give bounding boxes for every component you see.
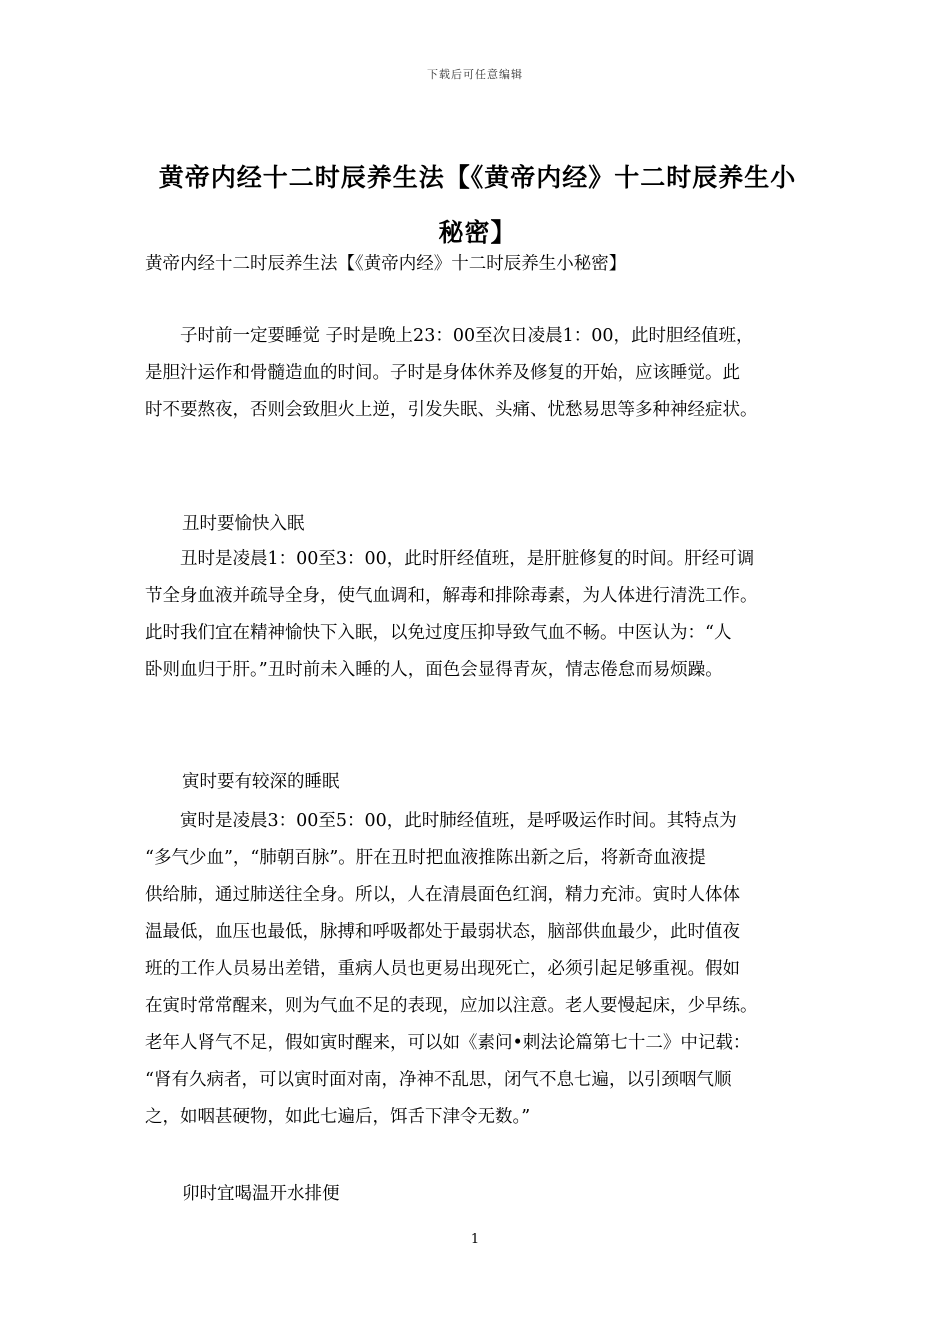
paragraph-line: 班的工作人员易出差错，重病人员也更易出现死亡，必须引起足够重视。假如 bbox=[145, 959, 740, 979]
paragraph-line: 卧则血归于肝。”丑时前未入睡的人，面色会显得青灰，情志倦怠而易烦躁。 bbox=[145, 660, 723, 680]
paragraph-line: 老年人肾气不足，假如寅时醒来，可以如《素问•刺法论篇第七十二》中记载： bbox=[145, 1033, 751, 1053]
title-line-2: 秘密】 bbox=[438, 218, 517, 247]
paragraph-line: 是胆汁运作和骨髓造血的时间。子时是身体休养及修复的开始，应该睡觉。此 bbox=[145, 363, 740, 383]
paragraph-line: 节全身血液并疏导全身，使气血调和，解毒和排除毒素，为人体进行清洗工作。 bbox=[145, 586, 758, 606]
title-line-1: 黄帝内经十二时辰养生法【《黄帝内经》十二时辰养生小 bbox=[158, 163, 797, 192]
section-chou-paragraph bbox=[145, 541, 815, 689]
section-yin-paragraph bbox=[145, 803, 815, 1136]
section-chou-heading: 丑时要愉快入眠 bbox=[182, 514, 305, 534]
paragraph-line: “多气少血”，“肺朝百脉”。肝在丑时把血液推陈出新之后，将新奇血液提 bbox=[145, 848, 706, 868]
document-title bbox=[145, 150, 810, 260]
paragraph-line: 寅时是凌晨3：00至5：00，此时肺经值班，是呼吸运作时间。其特点为 bbox=[145, 811, 737, 831]
paragraph-line: 供给肺，通过肺送往全身。所以，人在清晨面色红润，精力充沛。寅时人体体 bbox=[145, 885, 740, 905]
page-header: 下载后可任意编辑 bbox=[427, 68, 523, 81]
section-yin-heading: 寅时要有较深的睡眠 bbox=[182, 772, 340, 792]
document-subtitle: 黄帝内经十二时辰养生法【《黄帝内经》十二时辰养生小秘密】 bbox=[145, 254, 627, 274]
page-number: 1 bbox=[470, 1232, 480, 1247]
paragraph-line: 丑时是凌晨1：00至3：00，此时肝经值班，是肝脏修复的时间。肝经可调 bbox=[145, 549, 755, 569]
section-mao-heading: 卯时宜喝温开水排便 bbox=[182, 1184, 340, 1204]
paragraph-line: 此时我们宜在精神愉快下入眠，以免过度压抑导致气血不畅。中医认为：“人 bbox=[145, 623, 732, 643]
paragraph-line: 之，如咽甚硬物，如此七遍后，饵舌下津令无数。” bbox=[145, 1107, 531, 1127]
paragraph-line: 子时前一定要睡觉 子时是晚上23：00至次日凌晨1：00，此时胆经值班， bbox=[145, 326, 754, 346]
paragraph-line: 时不要熬夜，否则会致胆火上逆，引发失眠、头痛、忧愁易思等多种神经症状。 bbox=[145, 400, 758, 420]
paragraph-line: 温最低，血压也最低，脉搏和呼吸都处于最弱状态，脑部供血最少，此时值夜 bbox=[145, 922, 740, 942]
paragraph-line: 在寅时常常醒来，则为气血不足的表现，应加以注意。老人要慢起床，少早练。 bbox=[145, 996, 758, 1016]
paragraph-line: “肾有久病者，可以寅时面对南，净神不乱思，闭气不息七遍，以引颈咽气顺 bbox=[145, 1070, 732, 1090]
section-zi-paragraph bbox=[145, 318, 815, 429]
